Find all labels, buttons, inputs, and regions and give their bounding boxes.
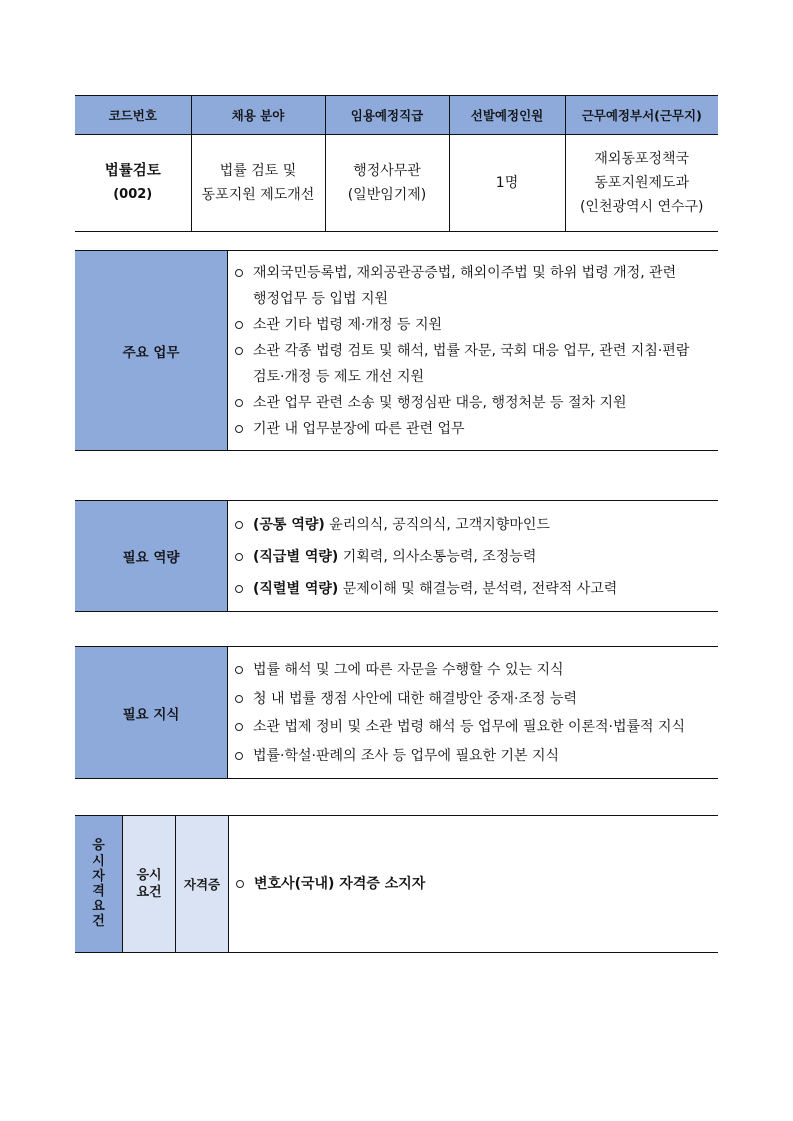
competency-category: (공통 역량) xyxy=(253,516,325,533)
knowledge-content xyxy=(228,647,719,779)
qualifications-label-char: 응 xyxy=(92,838,105,854)
knowledge-item: 법률·학설·판례의 조사 등 업무에 필요한 기본 지식 xyxy=(234,742,712,771)
sublabel-line-1: 응시 xyxy=(136,868,162,883)
competency-text: 기획력, 의사소통능력, 조정능력 xyxy=(338,548,537,565)
grade-line-2: (일반임기제) xyxy=(347,187,427,203)
grade-line-1: 행정사무관 xyxy=(353,163,421,179)
duty-item-text: 재외국민등록법, 재외공관공증법, 해외이주법 및 하위 법령 개정, 관련 xyxy=(253,265,677,281)
duty-item xyxy=(234,312,712,338)
cell-headcount: 1명 xyxy=(449,135,565,232)
field-line-2: 동포지원 제도개선 xyxy=(201,187,315,203)
header-department: 근무예정부서(근무지) xyxy=(565,96,718,135)
qualifications-label-char: 건 xyxy=(92,914,105,930)
recruitment-table xyxy=(75,95,718,232)
qualifications-label-char: 요 xyxy=(92,899,105,915)
duties-label: 주요 업무 xyxy=(75,251,228,451)
cell-field xyxy=(191,135,325,232)
department-line-1: 재외동포정책국 xyxy=(594,151,690,167)
competencies-table xyxy=(75,500,718,612)
requirement-content xyxy=(229,816,719,953)
header-headcount: 선발예정인원 xyxy=(449,96,565,135)
qualifications-table xyxy=(75,815,718,953)
header-grade: 임용예정직급 xyxy=(325,96,449,135)
duty-item-text-cont: 검토·개정 등 제도 개선 지원 xyxy=(253,369,425,385)
knowledge-item: 법률 해석 및 그에 따른 자문을 수행할 수 있는 지식 xyxy=(234,656,712,685)
competency-text: 윤리의식, 공직의식, 고객지향마인드 xyxy=(324,516,550,533)
recruitment-row xyxy=(75,135,718,232)
certificate-label: 자격증 xyxy=(176,816,229,953)
duty-item xyxy=(234,390,712,416)
qualifications-label xyxy=(75,816,123,953)
header-field: 채용 분야 xyxy=(191,96,325,135)
recruitment-header-row xyxy=(75,96,718,135)
code-number: (002) xyxy=(113,187,153,202)
duty-item-text: 소관 기타 법령 제·개정 등 지원 xyxy=(253,317,442,333)
qualifications-label-char: 격 xyxy=(92,884,105,899)
qualifications-label-char: 시 xyxy=(92,853,105,869)
knowledge-label: 필요 지식 xyxy=(75,647,228,779)
competency-text: 문제이해 및 해결능력, 분석력, 전략적 사고력 xyxy=(338,580,618,597)
qualifications-label-char: 자 xyxy=(92,868,105,884)
competencies-content xyxy=(228,501,719,612)
header-code: 코드번호 xyxy=(75,96,191,135)
competency-item xyxy=(234,509,712,541)
competency-item xyxy=(234,573,712,605)
competency-item xyxy=(234,541,712,573)
cell-code xyxy=(75,135,191,232)
duty-item xyxy=(234,416,712,442)
competency-category: (직렬별 역량) xyxy=(253,580,339,597)
duties-table xyxy=(75,250,718,451)
competency-category: (직급별 역량) xyxy=(253,548,339,565)
cell-grade xyxy=(325,135,449,232)
duty-item-text: 소관 업무 관련 소송 및 행정심판 대응, 행정처분 등 절차 지원 xyxy=(253,395,627,411)
cell-department xyxy=(565,135,718,232)
code-name: 법률검토 xyxy=(104,163,161,179)
duty-item-text-cont: 행정업무 등 입법 지원 xyxy=(253,291,389,307)
requirement-item: 변호사(국내) 자격증 소지자 xyxy=(235,871,718,897)
knowledge-table xyxy=(75,646,718,779)
duty-item xyxy=(234,260,712,312)
knowledge-item: 청 내 법률 쟁점 사안에 대한 해결방안 중재·조정 능력 xyxy=(234,685,712,714)
duty-item-text: 기관 내 업무분장에 따른 관련 업무 xyxy=(253,421,465,437)
requirements-sublabel xyxy=(123,816,176,953)
department-line-2: 동포지원제도과 xyxy=(594,175,690,191)
duty-item-text: 소관 각종 법령 검토 및 해석, 법률 자문, 국회 대응 업무, 관련 지침·편람 xyxy=(253,343,690,359)
department-line-3: (인천광역시 연수구) xyxy=(579,199,704,215)
competencies-label: 필요 역량 xyxy=(75,501,228,612)
field-line-1: 법률 검토 및 xyxy=(219,163,297,179)
sublabel-line-2: 요건 xyxy=(136,885,162,900)
knowledge-item: 소관 법제 정비 및 소관 법령 해석 등 업무에 필요한 이론적·법률적 지식 xyxy=(234,713,712,742)
duty-item xyxy=(234,338,712,390)
duties-content xyxy=(228,251,719,451)
